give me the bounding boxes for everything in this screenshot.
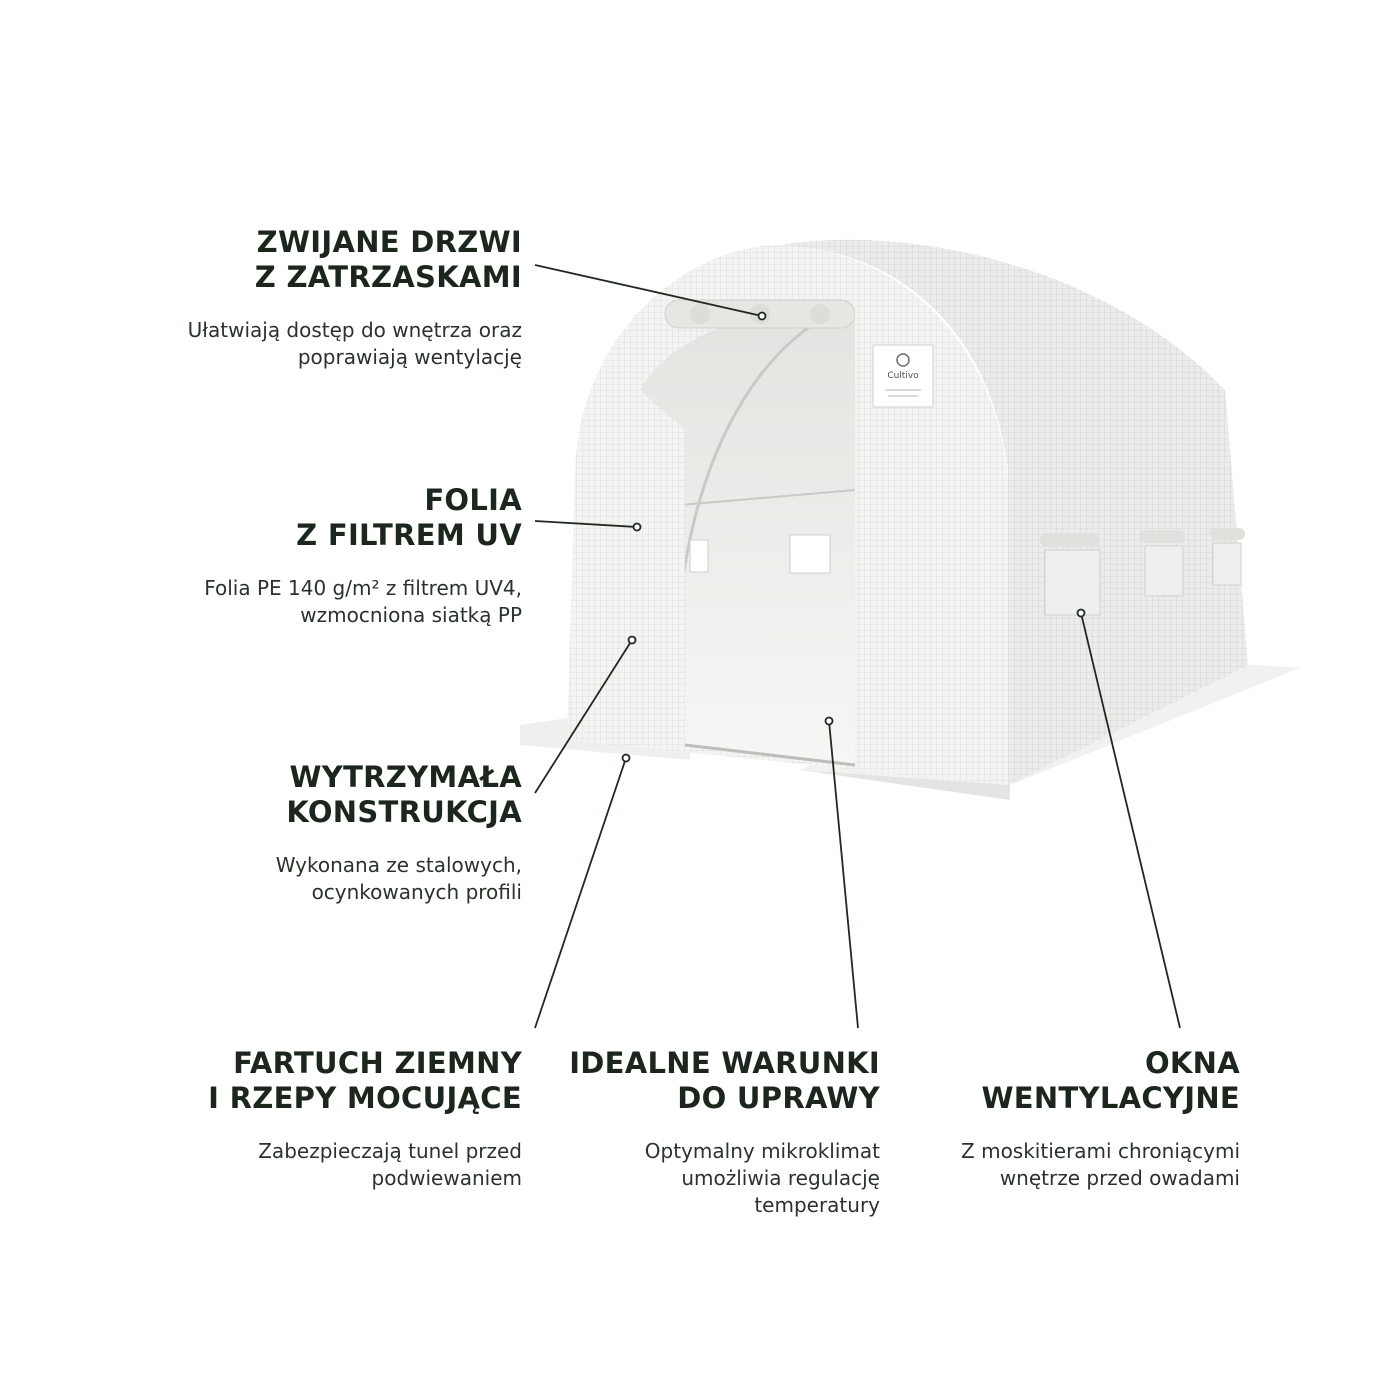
feature-title: [82, 760, 522, 830]
feature-title-line: ZWIJANE DRZWI: [256, 225, 522, 259]
feature-title: [82, 225, 522, 295]
feature-title: [880, 1046, 1240, 1116]
feature-title-line: WENTYLACYJNE: [981, 1081, 1240, 1115]
feature-desc-line: Zabezpieczają tunel przed: [258, 1139, 522, 1163]
feature-title: [82, 483, 522, 553]
feature-desc-line: umożliwia regulację: [681, 1166, 880, 1190]
feature-description: [82, 852, 522, 906]
feature-desc-line: Ułatwiają dostęp do wnętrza oraz: [187, 318, 522, 342]
feature-title-line: IDEALNE WARUNKI: [569, 1046, 880, 1080]
feature-title-line: Z ZATRZASKAMI: [254, 260, 522, 294]
feature-title: [520, 1046, 880, 1116]
feature-title-line: FOLIA: [424, 483, 522, 517]
feature-desc-line: wnętrze przed owadami: [999, 1166, 1240, 1190]
feature-title-line: KONSTRUKCJA: [286, 795, 522, 829]
product-label: [873, 345, 933, 407]
feature-apron: [82, 1046, 522, 1192]
feature-title-line: I RZEPY MOCUJĄCE: [208, 1081, 522, 1115]
feature-desc-line: poprawiają wentylację: [297, 345, 522, 369]
feature-title-line: FARTUCH ZIEMNY: [233, 1046, 522, 1080]
feature-construction: [82, 760, 522, 906]
feature-description: [520, 1138, 880, 1219]
feature-desc-line: wzmocniona siatką PP: [300, 603, 522, 627]
feature-description: [82, 575, 522, 629]
feature-title-line: DO UPRAWY: [677, 1081, 880, 1115]
feature-conditions: [520, 1046, 880, 1219]
feature-title-line: Z FILTREM UV: [296, 518, 522, 552]
product-label-brand: Cultivo: [887, 371, 919, 381]
feature-description: [82, 317, 522, 371]
feature-title: [82, 1046, 522, 1116]
feature-desc-line: Optymalny mikroklimat: [644, 1139, 880, 1163]
feature-desc-line: podwiewaniem: [371, 1166, 522, 1190]
feature-doors: [82, 225, 522, 371]
feature-windows: [880, 1046, 1240, 1192]
feature-title-line: OKNA: [1144, 1046, 1240, 1080]
tunnel-body: [567, 240, 1248, 785]
feature-desc-line: temperatury: [754, 1193, 880, 1217]
feature-desc-line: Wykonana ze stalowych,: [275, 853, 522, 877]
feature-description: [82, 1138, 522, 1192]
leader-line-apron: [535, 758, 626, 1028]
feature-desc-line: Folia PE 140 g/m² z filtrem UV4,: [204, 576, 522, 600]
feature-foil: [82, 483, 522, 629]
feature-desc-line: ocynkowanych profili: [311, 880, 522, 904]
feature-desc-line: Z moskitierami chroniącymi: [961, 1139, 1240, 1163]
feature-description: [880, 1138, 1240, 1192]
feature-title-line: WYTRZYMAŁA: [289, 760, 522, 794]
